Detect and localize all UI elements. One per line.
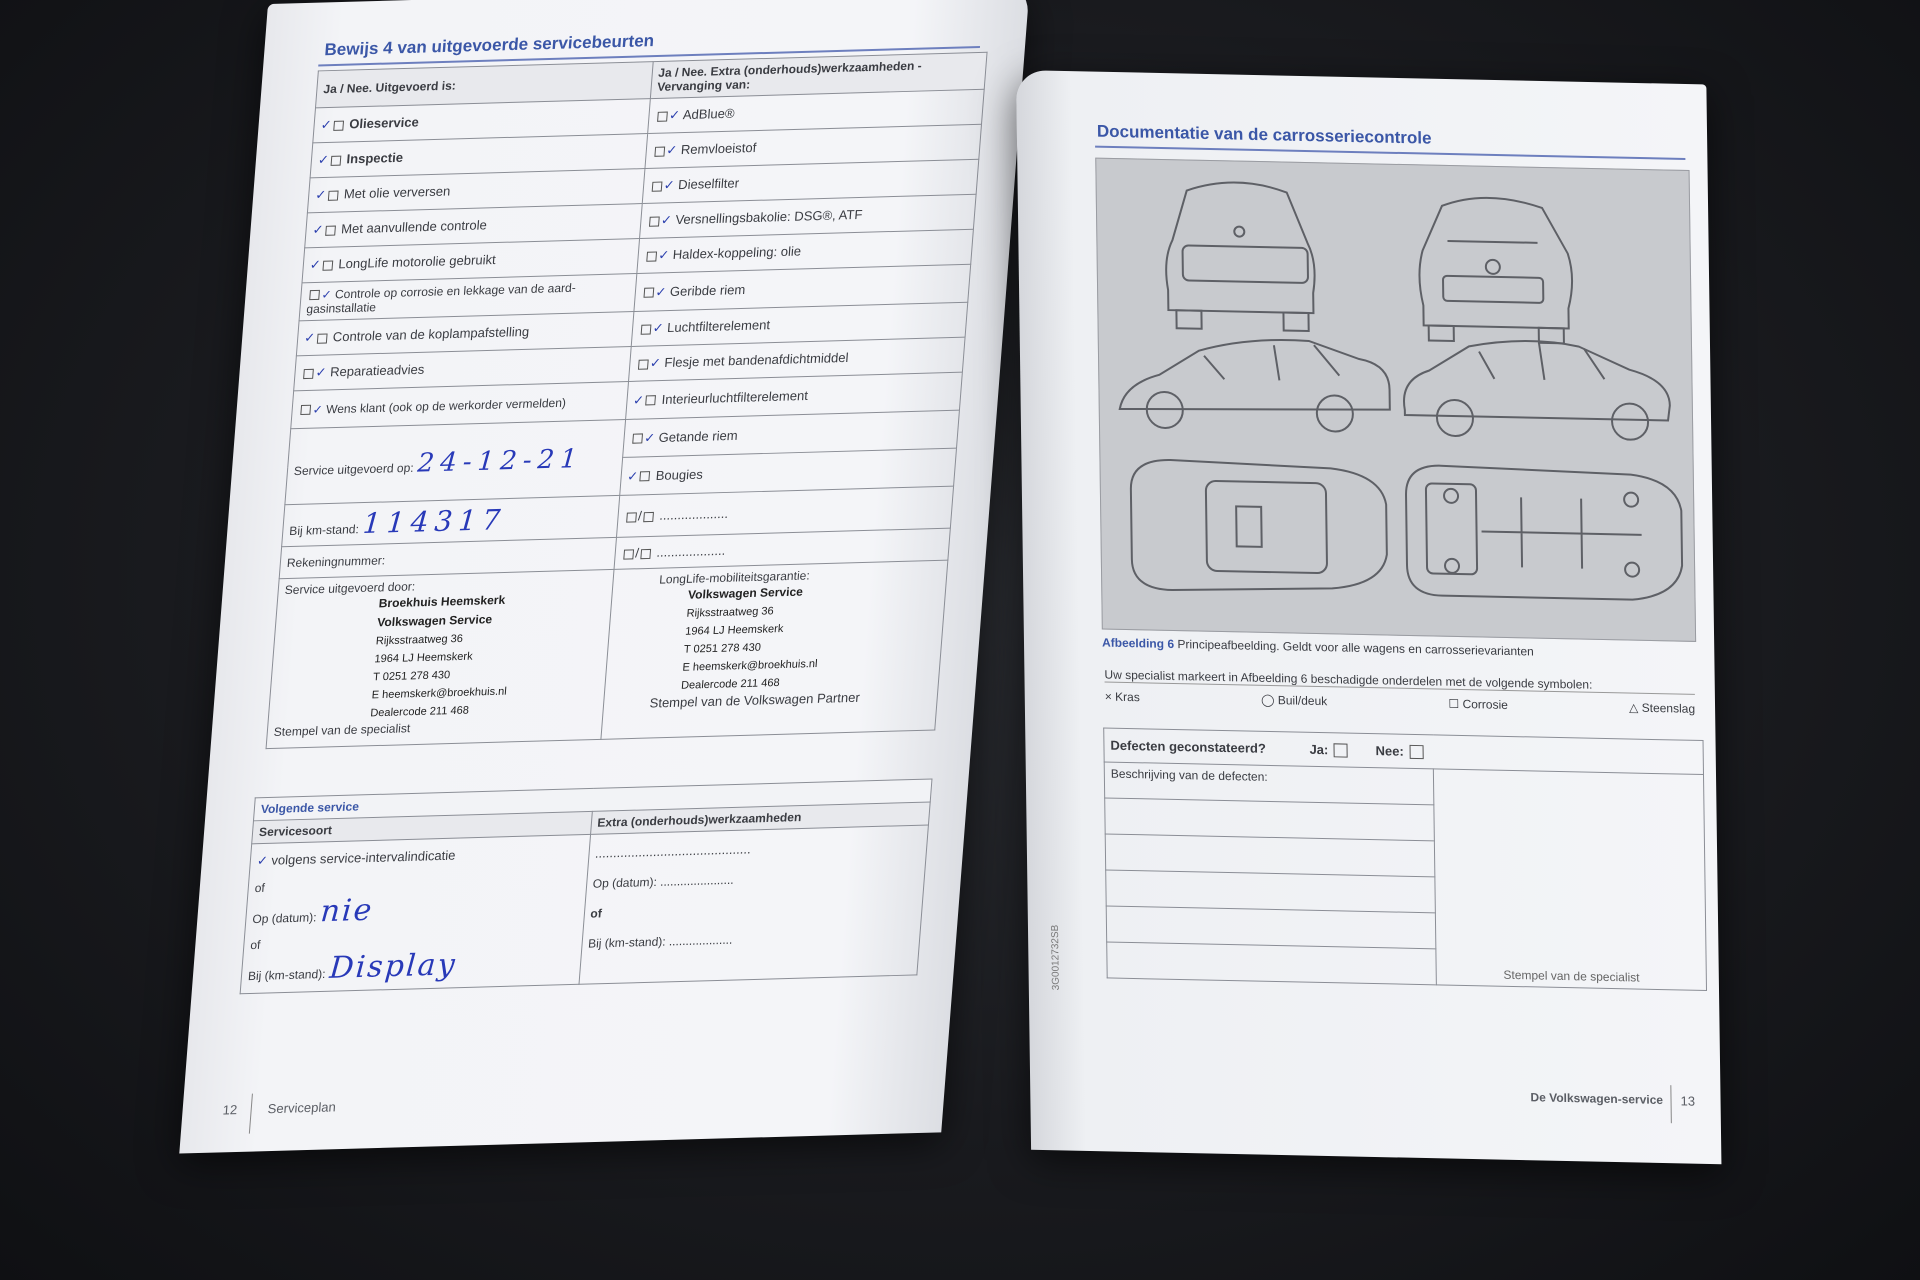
dealer-stamp	[680, 579, 940, 695]
check-mark-icon: ✓	[643, 430, 656, 446]
symbol-stone-chip: △ Steenslag	[1629, 700, 1696, 716]
right-item-label: Luchtfilterelement	[666, 317, 771, 336]
stamp-dealer: Dealercode 211 468	[369, 704, 470, 720]
col-header-done: Ja / Nee. Uitgevoerd is:	[316, 62, 653, 108]
stamp-email: E heemskerk@broekhuis.nl	[371, 685, 508, 702]
right-item-label: Getande riem	[658, 427, 739, 445]
left-item-label: LongLife motorolie gebruikt	[337, 251, 497, 272]
next-service-title: Volgende service	[253, 779, 931, 821]
or-label: of	[254, 880, 266, 896]
check-mark-icon: ✓	[317, 152, 330, 169]
ja-checkbox[interactable]	[1334, 744, 1348, 758]
service-date-label: Service uitgevoerd op:	[293, 460, 415, 478]
car-outline-drawings	[1096, 159, 1695, 641]
footer-divider	[1670, 1085, 1672, 1123]
check-mark-icon: ✓	[311, 222, 325, 239]
left-item-label: Controle op corrosie en lekkage van de aard-gasinstallatie	[305, 280, 577, 316]
defects-question: Defecten geconstateerd?	[1110, 737, 1266, 756]
right-item-label: Geribde riem	[669, 281, 746, 299]
nee-checkbox[interactable]	[1409, 745, 1423, 759]
right-item-label: Versnellingsbakolie: DSG®, ATF	[674, 206, 863, 228]
check-mark-icon: ✓	[668, 108, 681, 124]
next-col-servicesoort: Servicesoort	[252, 811, 592, 843]
km-label: Bij km-stand:	[288, 522, 360, 539]
ja-label: Ja:	[1309, 741, 1329, 757]
car-diagram-figure	[1095, 158, 1696, 642]
left-item-label: Olieservice	[348, 114, 420, 132]
left-item-label: Controle van de koplampafstelling	[332, 323, 530, 345]
checkbox-icon	[325, 225, 336, 235]
check-mark-icon: ✓	[652, 321, 665, 337]
defects-stamp-label: Stempel van de specialist	[1434, 769, 1707, 991]
stamp-name: Broekhuis Heemskerk	[378, 592, 506, 611]
checkbox-icon	[333, 120, 344, 130]
checkbox-icon	[330, 155, 341, 165]
checkbox-icon	[643, 511, 654, 521]
check-mark-icon: ✓	[649, 356, 662, 372]
next-km-label: Bij (km-stand):	[247, 966, 327, 984]
dealer-stamp	[370, 588, 606, 722]
check-mark-icon: ✓	[665, 143, 678, 159]
right-page-number: 13	[1680, 1093, 1696, 1109]
done-by-label: Service uitgevoerd door:	[284, 579, 416, 598]
left-page-title: Bewijs 4 van uitgevoerde servicebeurten	[323, 31, 655, 60]
right-page-title: Documentatie van de carrosseriecontrole	[1096, 121, 1432, 148]
check-mark-icon: ✓	[654, 284, 667, 300]
col-header-extra: Ja / Nee. Extra (onderhouds)werkzaamheden - Vervanging van:	[650, 52, 987, 98]
check-mark-icon: ✓	[321, 286, 333, 302]
check-mark-icon: ✓	[256, 853, 269, 870]
right-item-row: / ...................	[614, 528, 951, 569]
defects-description-label: Beschrijving van de defecten:	[1104, 762, 1434, 805]
stamp-service: Volkswagen Service	[687, 584, 804, 602]
symbol-instruction: Uw specialist markeert in Afbeelding 6 beschadigde onderdelen met de volgende symbolen:	[1104, 668, 1695, 695]
checkbox-icon	[328, 190, 339, 200]
or-label-right: of	[589, 906, 603, 921]
next-date-right: Op (datum): ......................	[592, 872, 735, 891]
left-item-label: Met aanvullende controle	[340, 217, 488, 237]
checkbox-icon	[648, 216, 659, 226]
right-item-label: Bougies	[655, 466, 704, 483]
or-label: of	[249, 937, 261, 953]
right-item-label: Remvloeistof	[680, 140, 757, 158]
stamp-city: 1964 LJ Heemskerk	[684, 623, 784, 638]
checkbox-icon	[640, 471, 651, 481]
next-date-label: Op (datum):	[251, 910, 318, 927]
longlife-label: LongLife-mobiliteitsgarantie:	[658, 568, 811, 587]
account-number-label: Rekeningnummer:	[279, 537, 616, 578]
service-checklist-table	[266, 52, 988, 749]
extra-dots: ...........................................	[594, 841, 752, 861]
nee-label: Nee:	[1375, 742, 1404, 759]
checkbox-icon	[322, 260, 333, 270]
check-mark-icon: ✓	[314, 365, 328, 381]
next-service-left-cell	[240, 834, 590, 993]
right-item-row: / ...................	[616, 486, 954, 537]
stamp-phone: T 0251 278 430	[372, 669, 451, 684]
km-handwritten: 114317	[361, 503, 508, 541]
right-page	[1016, 70, 1721, 1164]
stamp-service: Volkswagen Service	[376, 612, 493, 630]
stamp-email: E heemskerk@broekhuis.nl	[681, 657, 818, 674]
right-item-label: ...................	[658, 505, 729, 523]
next-km-right: Bij (km-stand): ...................	[587, 932, 734, 951]
left-item-label: Wens klant (ook op de werkorder vermelden)	[325, 395, 567, 416]
left-page	[179, 0, 1030, 1154]
checkbox-icon	[309, 290, 320, 300]
stamp-city: 1964 LJ Heemskerk	[374, 650, 474, 666]
checkbox-icon	[623, 549, 634, 559]
checkbox-icon	[640, 324, 651, 334]
service-date-cell	[285, 419, 625, 504]
next-km-handwritten: Display	[328, 947, 458, 986]
checkbox-icon	[657, 111, 668, 121]
car-side-view-left	[1119, 337, 1390, 433]
check-mark-icon: ✓	[303, 330, 316, 347]
car-side-view-right	[1403, 338, 1670, 440]
service-date-handwritten: 24-12-21	[416, 443, 585, 479]
figure-label: Afbeelding 6	[1101, 635, 1175, 652]
specialist-stamp-cell	[266, 569, 613, 748]
stamp-partner-label: Stempel van de Volkswagen Partner	[649, 689, 861, 711]
checkbox-icon	[626, 512, 637, 522]
checkbox-icon	[632, 434, 643, 444]
checkbox-icon	[300, 405, 311, 415]
checkbox-icon	[646, 251, 657, 261]
checkbox-icon	[640, 548, 651, 558]
damage-symbol-legend	[1105, 690, 1695, 716]
checkbox-icon	[646, 395, 657, 405]
right-item-label: Haldex-koppeling: olie	[672, 243, 802, 263]
right-item-label: Interieurluchtfilterelement	[661, 387, 809, 407]
interval-label: volgens service-intervalindicatie	[270, 847, 457, 868]
next-service-table	[240, 778, 933, 994]
check-mark-icon: ✓	[320, 117, 333, 134]
right-item-label: AdBlue®	[682, 105, 736, 123]
left-item-label: Inspectie	[346, 149, 404, 167]
stamp-street: Rijksstraatweg 36	[686, 605, 775, 620]
symbol-dent: ◯ Buil/deuk	[1260, 692, 1328, 709]
check-mark-icon: ✓	[312, 401, 324, 417]
left-item-label: Reparatieadvies	[329, 361, 425, 380]
stamp-phone: T 0251 278 430	[683, 641, 762, 656]
description-line[interactable]	[1107, 942, 1437, 985]
car-rear-view	[1165, 181, 1315, 331]
checkbox-icon	[303, 368, 314, 378]
right-item-label: Dieselfilter	[677, 175, 740, 193]
checkbox-icon	[637, 359, 648, 369]
symbol-scratch: × Kras	[1104, 689, 1140, 705]
left-page-section: Serviceplan	[267, 1099, 337, 1117]
check-mark-icon: ✓	[309, 257, 322, 274]
checkbox-icon	[651, 181, 662, 191]
check-mark-icon: ✓	[314, 187, 327, 204]
stamp-street: Rijksstraatweg 36	[375, 632, 464, 648]
check-mark-icon: ✓	[632, 392, 645, 409]
left-item-label: Met olie verversen	[343, 183, 451, 202]
checkbox-icon	[317, 333, 328, 343]
symbol-corrosion: ☐ Corrosie	[1448, 696, 1508, 712]
right-item-label: ...................	[656, 542, 726, 560]
check-mark-icon: ✓	[626, 468, 639, 485]
next-date-handwritten: nie	[319, 892, 375, 930]
stamp-dealer: Dealercode 211 468	[680, 676, 781, 692]
car-top-view	[1130, 459, 1387, 594]
defects-table	[1103, 727, 1707, 991]
left-page-number: 12	[222, 1102, 238, 1118]
document-code: 3G0012732SB	[1049, 924, 1062, 991]
footer-divider	[249, 1094, 253, 1134]
figure-caption-text: Principeafbeelding. Geldt voor alle wagens en carrosserievarianten	[1177, 637, 1534, 659]
partner-stamp-cell	[600, 560, 947, 739]
check-mark-icon: ✓	[663, 178, 676, 194]
right-item-label: Flesje met bandenafdichtmiddel	[663, 349, 850, 371]
right-page-section: De Volkswagen-service	[1530, 1090, 1664, 1108]
next-service-right-cell	[578, 825, 928, 984]
car-underbody-view	[1406, 465, 1683, 601]
checkbox-icon	[654, 146, 665, 156]
check-mark-icon: ✓	[657, 248, 670, 264]
checkbox-icon	[643, 288, 654, 298]
figure-caption	[1102, 636, 1534, 659]
next-col-extra: Extra (onderhouds)werkzaamheden	[590, 802, 930, 834]
car-front-view	[1418, 196, 1573, 343]
check-mark-icon: ✓	[660, 213, 673, 229]
stamp-specialist-label: Stempel van de specialist	[273, 721, 411, 739]
